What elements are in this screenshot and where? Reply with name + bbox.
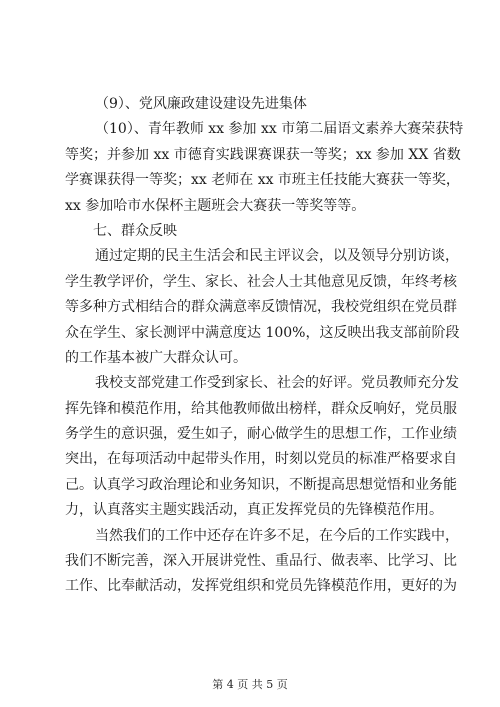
- body-line: 等奖；并参加 xx 市德育实践课赛课获一等奖；xx 参加 XX 省数: [65, 146, 461, 163]
- body-line: 挥先锋和模范作用，给其他教师做出榜样，群众反响好，党员服: [65, 400, 457, 417]
- body-line: 工作、比奉献活动，发挥党组织和党员先锋模范作用，更好的为: [65, 578, 457, 595]
- body-line: 我们不断完善，深入开展讲党性、重品行、做表率、比学习、比: [65, 553, 457, 570]
- body-line: 学生教学评价，学生、家长、社会人士其他意见反馈，年终考核: [65, 273, 457, 290]
- section-heading: 七、群众反映: [93, 222, 177, 239]
- body-line: 力，认真落实主题实践活动，真正发挥党员的先锋模范作用。: [65, 502, 443, 519]
- body-line: 学赛课获得一等奖；xx 老师在 xx 市班主任技能大赛获一等奖，: [65, 172, 460, 189]
- list-item-9: （9）、党风廉政建设建设先进集体: [95, 96, 307, 112]
- body-line: 众在学生、家长测评中满意度达 100%，这反映出我支部前阶段: [65, 324, 460, 341]
- paragraph-start: 我校支部党建工作受到家长、社会的好评。党员教师充分发: [95, 375, 459, 392]
- body-line: 己。认真学习政治理论和业务知识，不断提高思想觉悟和业务能: [65, 476, 457, 493]
- body-line: 突出，在每项活动中起带头作用，时刻以党员的标准严格要求自: [65, 451, 457, 468]
- body-line: xx 参加哈市水保杯主题班会大赛获一等奖等等。: [65, 197, 366, 214]
- page-number-footer: 第 4 页 共 5 页: [212, 678, 288, 691]
- body-line: 等多种方式相结合的群众满意率反馈情况，我校党组织在党员群: [65, 299, 457, 316]
- list-item-10: （10）、青年教师 xx 参加 xx 市第二届语文素养大赛荣获特: [95, 121, 464, 138]
- document-body: [65, 92, 464, 600]
- paragraph-start: 当然我们的工作中还存在许多不足，在今后的工作实践中，: [95, 527, 459, 544]
- paragraph-start: 通过定期的民主生活会和民主评议会，以及领导分别访谈，: [95, 248, 459, 265]
- body-line: 务学生的意识强，爱生如子，耐心做学生的思想工作，工作业绩: [65, 426, 457, 443]
- body-line: 的工作基本被广大群众认可。: [65, 349, 247, 366]
